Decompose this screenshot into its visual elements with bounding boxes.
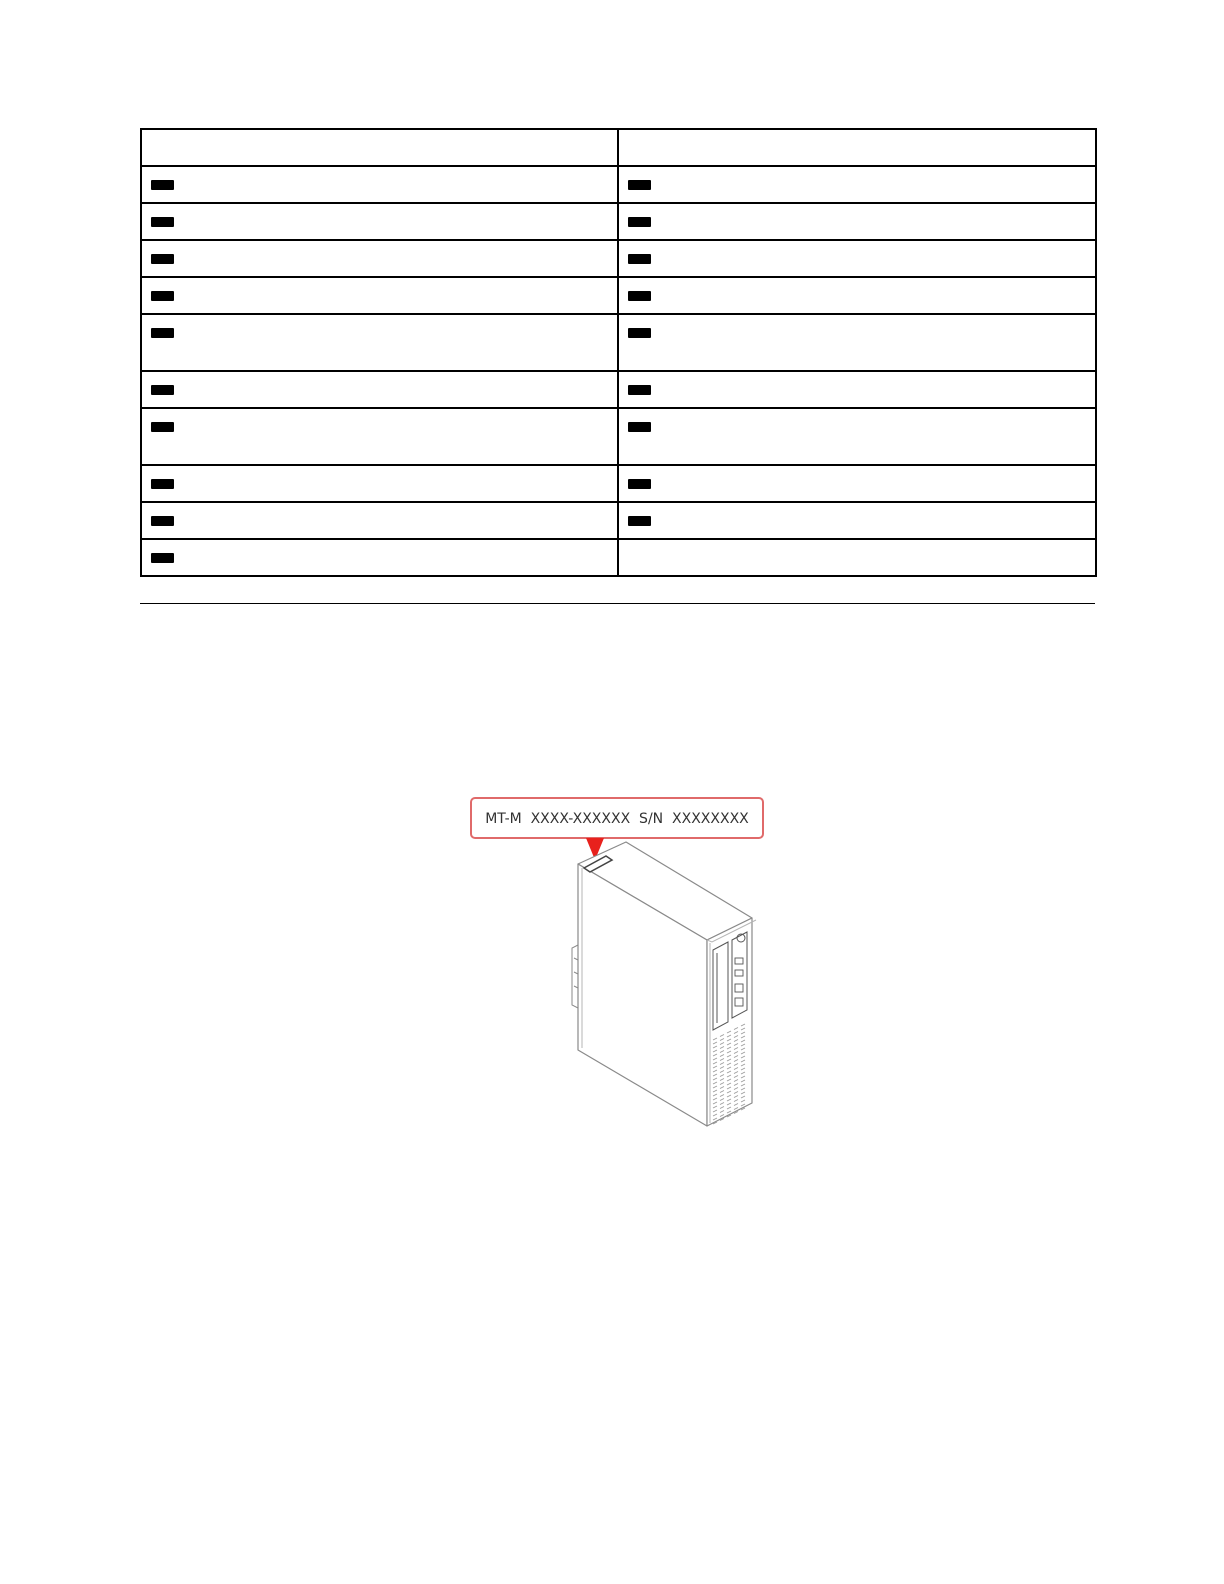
- table-cell: [618, 314, 1096, 371]
- table-row: [141, 408, 1096, 465]
- table-row: [141, 166, 1096, 203]
- table-cell: [141, 408, 618, 465]
- table-cell: [618, 203, 1096, 240]
- callout-number-badge: [628, 291, 651, 301]
- table-cell: [141, 314, 618, 371]
- callout-number-badge: [151, 516, 174, 526]
- callout-number-badge: [628, 328, 651, 338]
- table-row: [141, 502, 1096, 539]
- callout-number-badge: [151, 328, 174, 338]
- callout-number-badge: [151, 254, 174, 264]
- machine-type-label-figure: [460, 790, 780, 1140]
- table-cell: [141, 502, 618, 539]
- table-cell: [618, 371, 1096, 408]
- callout-number-badge: [628, 516, 651, 526]
- table-header-cell: [618, 129, 1096, 166]
- table-row: [141, 539, 1096, 576]
- section-divider: [140, 603, 1095, 604]
- callout-number-badge: [628, 422, 651, 432]
- callout-number-badge: [151, 422, 174, 432]
- callout-number-badge: [628, 479, 651, 489]
- table-cell: [618, 277, 1096, 314]
- callout-number-badge: [628, 254, 651, 264]
- table-cell: [141, 539, 618, 576]
- callout-number-badge: [151, 385, 174, 395]
- table-cell: [618, 240, 1096, 277]
- table-cell: [141, 240, 618, 277]
- table-header-row: [141, 129, 1096, 166]
- parts-table: [140, 128, 1097, 577]
- callout-number-badge: [151, 553, 174, 563]
- table-cell: [141, 371, 618, 408]
- callout-number-badge: [151, 291, 174, 301]
- table-cell: [618, 502, 1096, 539]
- table-cell: [141, 203, 618, 240]
- table-cell: [618, 166, 1096, 203]
- table-cell: [618, 408, 1096, 465]
- table-row: [141, 203, 1096, 240]
- table-row: [141, 465, 1096, 502]
- table-header-cell: [141, 129, 618, 166]
- table-row: [141, 371, 1096, 408]
- table-cell: [141, 277, 618, 314]
- callout-number-badge: [628, 385, 651, 395]
- callout-number-badge: [151, 217, 174, 227]
- table-row: [141, 240, 1096, 277]
- callout-number-badge: [628, 217, 651, 227]
- table-cell: [618, 465, 1096, 502]
- callout-number-badge: [628, 180, 651, 190]
- callout-number-badge: [151, 180, 174, 190]
- desktop-tower-icon: [460, 790, 780, 1140]
- table-cell: [618, 539, 1096, 576]
- callout-number-badge: [151, 479, 174, 489]
- machine-type-serial-label: MT-M XXXX-XXXXXX S/N XXXXXXXX: [485, 811, 749, 827]
- table-cell: [141, 465, 618, 502]
- table-row: [141, 277, 1096, 314]
- table-row: [141, 314, 1096, 371]
- table-cell: [141, 166, 618, 203]
